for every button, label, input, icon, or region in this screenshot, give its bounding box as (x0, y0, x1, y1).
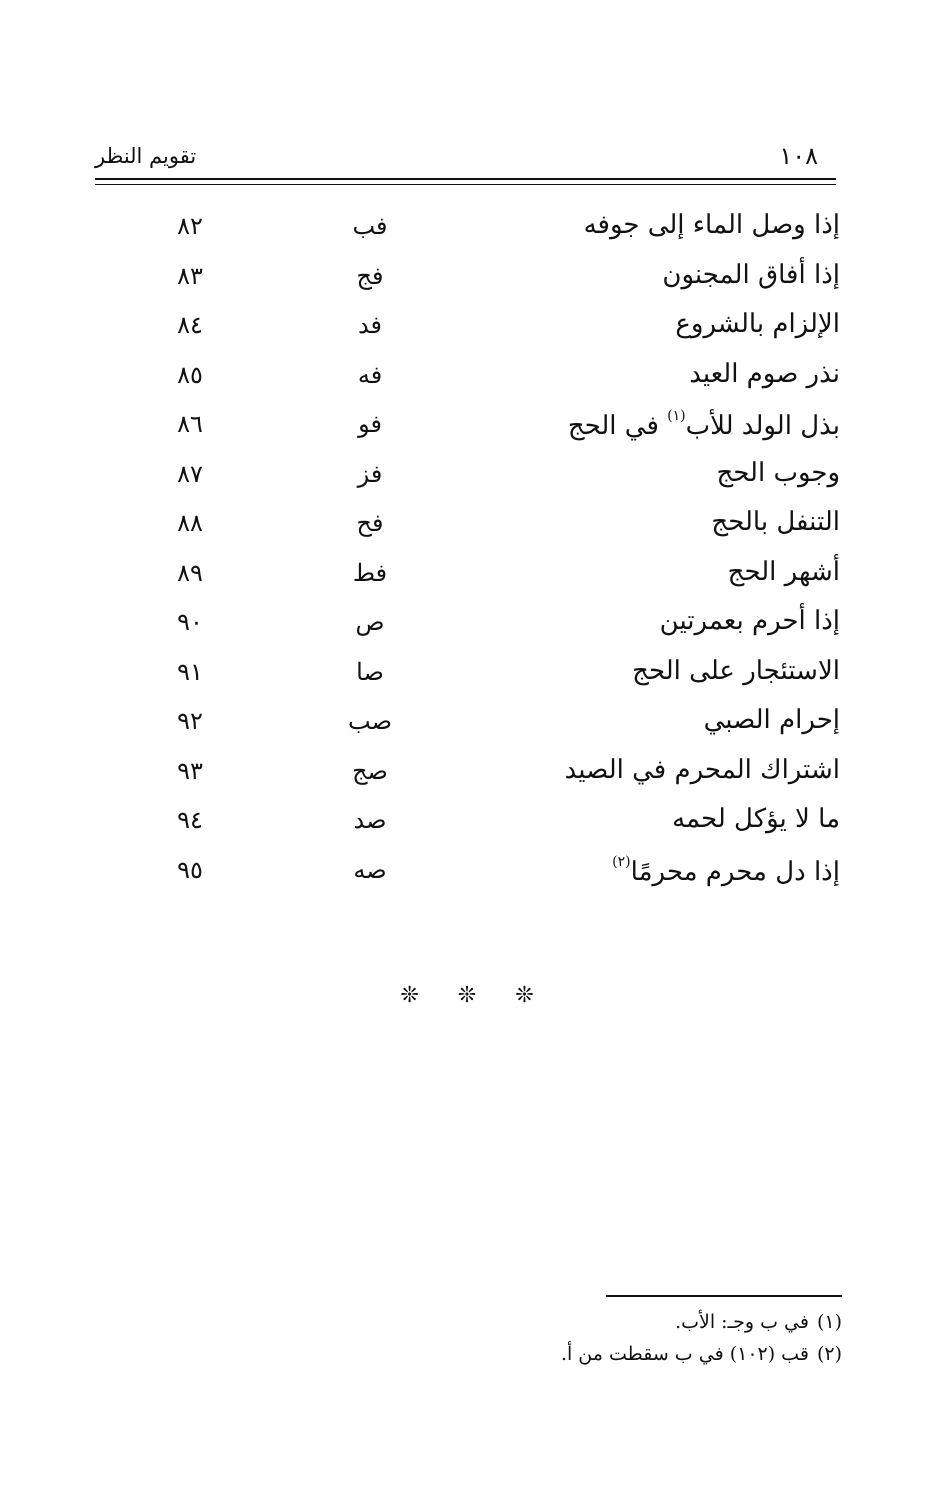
index-number: ٩٠ (177, 608, 203, 636)
index-code: فط (352, 558, 388, 587)
index-row (95, 450, 840, 500)
footnote (342, 1306, 842, 1338)
index-topic: الإلزام بالشروع (675, 309, 840, 339)
index-code: صا (356, 657, 384, 686)
index-topic: اشتراك المحرم في الصيد (564, 754, 840, 785)
section-separator: ❊ ❊ ❊ (400, 983, 550, 1008)
index-topic-text: بذل الولد للأب (685, 411, 840, 441)
index-code: صج (352, 756, 388, 785)
header-rule-thin (95, 184, 836, 185)
index-topic-tail: في الحج (567, 411, 668, 441)
footnote-rule (606, 1295, 842, 1297)
index-number: ٨٩ (177, 558, 203, 587)
page-number: ١٠٨ (779, 142, 818, 170)
index-code: فج (356, 261, 384, 290)
index-number: ٨٦ (177, 410, 203, 438)
footnote-reference: (٢) (612, 853, 631, 870)
index-row (95, 499, 840, 549)
index-number: ٩٣ (177, 756, 203, 785)
index-row (95, 598, 840, 648)
index-row (95, 351, 840, 401)
index-row (95, 796, 840, 846)
index-topic-text: إذا دل محرم محرمًا (630, 856, 840, 887)
footnote-text: في ب وجـ: الأب. (675, 1311, 809, 1333)
index-number: ٨٥ (177, 360, 203, 389)
index-topic (612, 854, 840, 887)
index-row (95, 648, 840, 698)
index-number: ٨٤ (177, 311, 203, 339)
footnotes (342, 1306, 842, 1370)
index-topic: وجوب الحج (716, 457, 840, 488)
index-topic: التنفل بالحج (711, 507, 840, 537)
index-code: صه (353, 855, 387, 884)
header-rule (95, 178, 836, 180)
index-code: فو (358, 410, 382, 438)
index-row (95, 549, 840, 599)
index-code: فح (356, 509, 384, 537)
index-number: ٨٧ (177, 459, 203, 488)
index-code: فه (357, 360, 383, 389)
index-topic: إحرام الصبي (703, 705, 840, 735)
index-topic: أشهر الحج (727, 556, 840, 587)
index-topic: نذر صوم العيد (689, 358, 840, 389)
index-row (95, 747, 840, 797)
index-code: ص (355, 608, 385, 636)
index-code: صب (348, 707, 392, 735)
index-topic: إذا أحرم بعمرتين (659, 606, 840, 636)
index-code: صد (353, 806, 387, 834)
footnote (342, 1338, 842, 1370)
index-row (95, 252, 840, 302)
index-row (95, 400, 840, 450)
index-topic: الاستئجار على الحج (632, 655, 840, 686)
index-topic: إذا أفاق المجنون (662, 259, 840, 290)
footnote-mark: (٢) (816, 1343, 842, 1365)
index-number: ٩٥ (177, 855, 203, 884)
index-number: ٨٢ (177, 212, 203, 240)
index-list (95, 202, 840, 895)
index-number: ٩١ (177, 657, 203, 686)
index-number: ٩٤ (177, 806, 203, 834)
index-row (95, 202, 840, 252)
index-row (95, 846, 840, 896)
index-number: ٨٨ (177, 509, 203, 537)
index-number: ٩٢ (177, 707, 203, 735)
index-topic: ما لا يؤكل لحمه (672, 804, 840, 834)
footnote-text: قب (١٠٢) في ب سقطت من أ. (560, 1343, 809, 1365)
book-title: تقويم النظر (95, 144, 197, 168)
index-number: ٨٣ (177, 261, 203, 290)
index-topic (568, 408, 840, 441)
footnote-mark: (١) (816, 1311, 842, 1333)
index-code: فب (352, 212, 388, 240)
index-code: فز (357, 459, 383, 488)
index-row (95, 697, 840, 747)
index-row (95, 301, 840, 351)
running-header (95, 140, 840, 176)
index-topic: إذا وصل الماء إلى جوفه (583, 210, 840, 240)
index-code: فد (357, 311, 383, 339)
footnote-reference: (١) (667, 408, 686, 424)
